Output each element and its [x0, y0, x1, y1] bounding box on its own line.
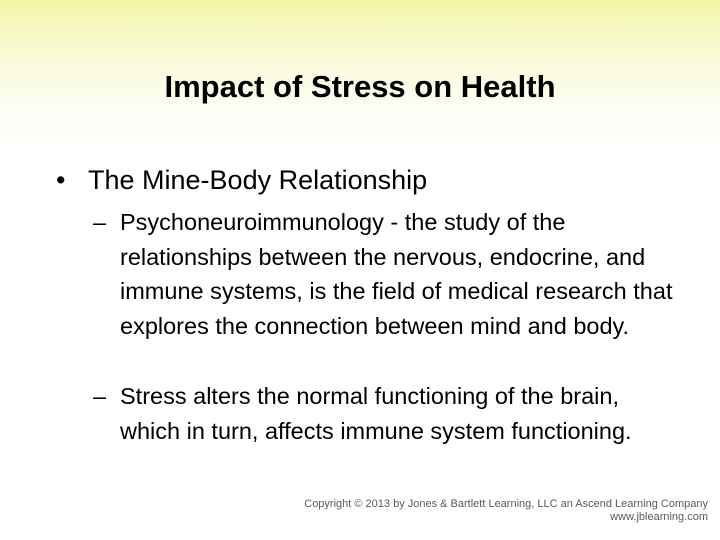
website-text: www.jblearning.com [610, 511, 708, 523]
slide-title: Impact of Stress on Health [164, 69, 556, 104]
copyright-text: Copyright © 2013 by Jones & Bartlett Learning, LLC an Ascend Learning Company [304, 498, 708, 510]
subpoint-stress-alters [93, 379, 673, 448]
copyright-footer [304, 498, 708, 524]
dash-symbol: – [93, 209, 107, 235]
subpoint-text: Stress alters the normal functioning of the brain, which in turn, affects immune system functioning. [120, 383, 632, 444]
subpoint-psychoneuroimmunology [93, 205, 673, 343]
bullet-symbol: • [56, 165, 66, 195]
subpoint-text: Psychoneuroimmunology - the study of the relationships between the nervous, endocrine, and immune systems, is the field of medical research that explores the connection between mind and body. [120, 209, 673, 339]
dash-symbol: – [93, 383, 107, 409]
bullet-text: The Mine-Body Relationship [88, 165, 428, 195]
bullet-item [56, 162, 427, 198]
